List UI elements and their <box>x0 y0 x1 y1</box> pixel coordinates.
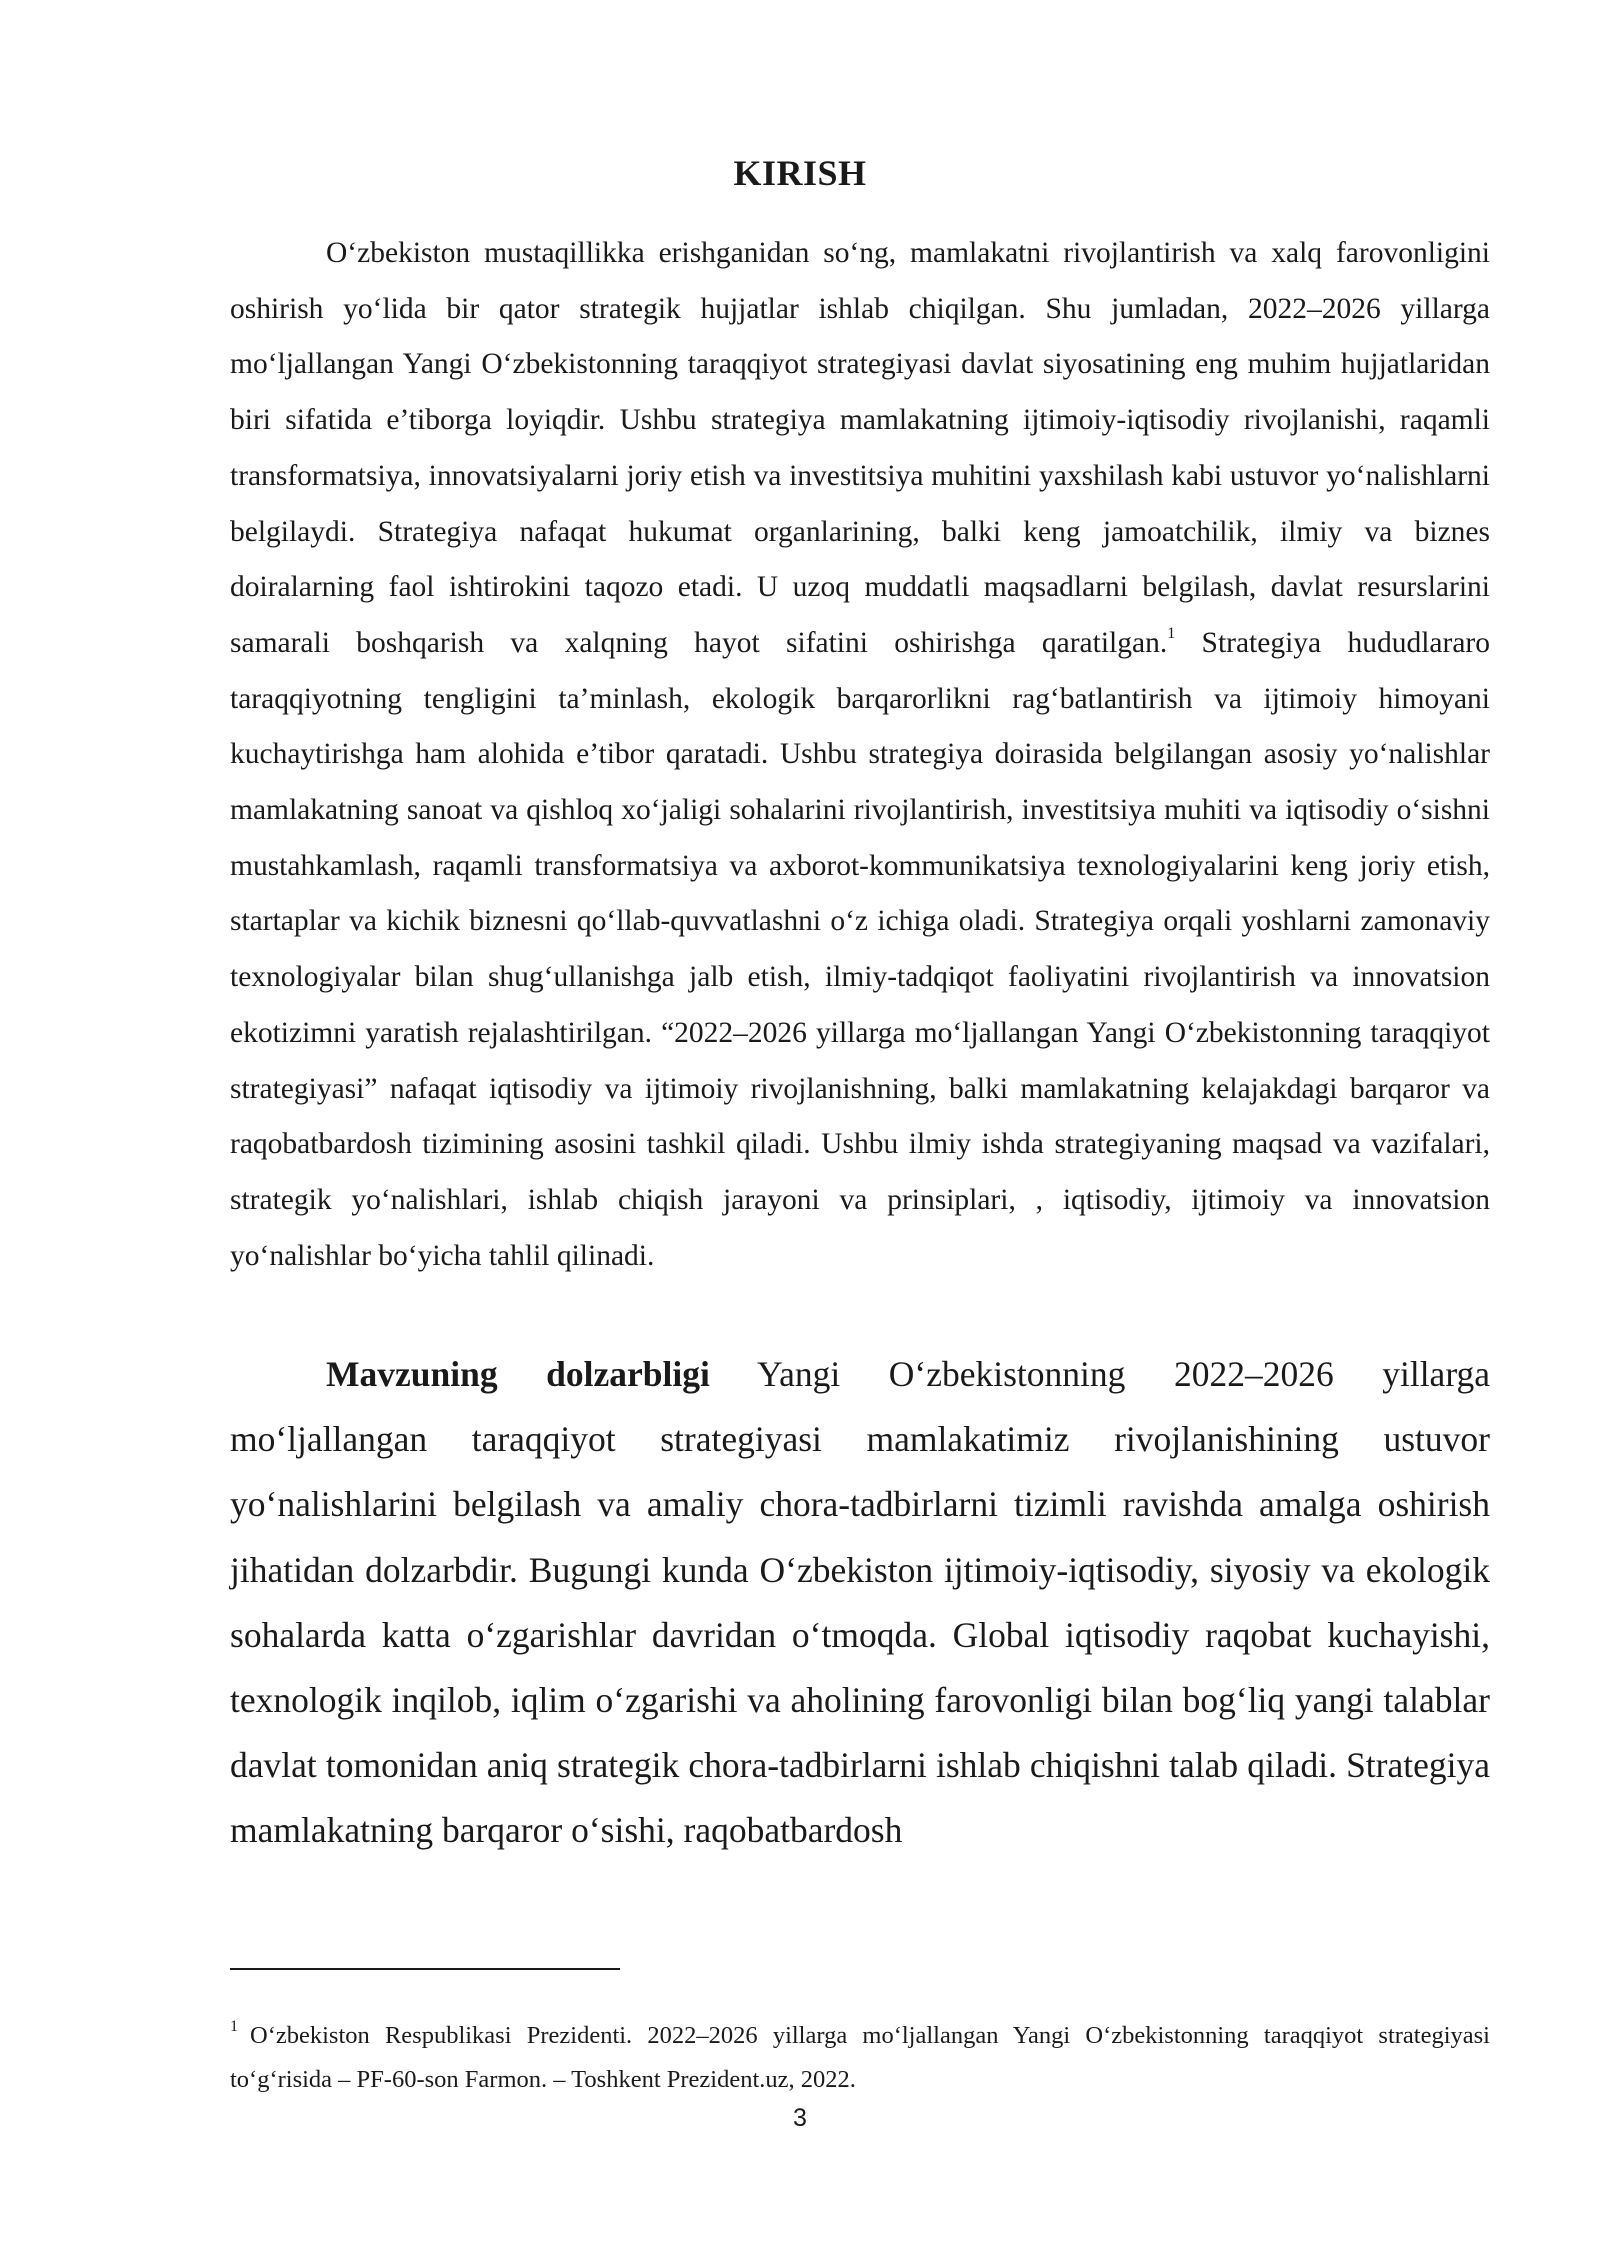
relevance-heading: Mavzuning dolzarbligi <box>326 1354 710 1394</box>
relevance-paragraph <box>230 1342 1490 1864</box>
footnote <box>230 2014 1490 2102</box>
page-title: KIRISH <box>733 153 867 193</box>
intro-text-after-note: Strategiya hududlararo taraqqiyotning tengligini ta’minlash, ekologik barqarorlikni rag‘batlantirish va ijtimoiy himoyani kuchaytirishga ham alohida e’tibor qaratadi. Ushbu strategiya doirasida belgilangan asosiy yo‘nalishlar mamlakatning sanoat va qishloq xo‘jaligi sohalarini rivojlantirish, investitsiya muhiti va iqtisodiy o‘sishni mustahkamlash, raqamli transformatsiya va axborot-kommunikatsiya texnologiyalarini keng joriy etish, startaplar va kichik biznesni qo‘llab-quvvatlashni o‘z ichiga oladi. Strategiya orqali yoshlarni zamonaviy texnologiyalar bilan shug‘ullanishga jalb etish, ilmiy-tadqiqot faoliyatini rivojlantirish va innovatsion ekotizimni yaratish rejalashtirilgan. “2022–2026 yillarga mo‘ljallangan Yangi O‘zbekistonning taraqqiyot strategiyasi” nafaqat iqtisodiy va ijtimoiy rivojlanishning, balki mamlakatning kelajakdagi barqaror va raqobatbardosh tizimining asosini tashkil qiladi. Ushbu ilmiy ishda strategiyaning maqsad va vazifalari, strategik yo‘nalishlari, ishlab chiqish jarayoni va prinsiplari, , iqtisodiy, ijtimoiy va innovatsion yo‘nalishlar bo‘yicha tahlil qilinadi. <box>230 626 1490 1272</box>
footnote-marker: 1 <box>230 2018 238 2035</box>
footnote-reference[interactable]: 1 <box>1167 624 1176 642</box>
intro-paragraph <box>230 226 1490 1284</box>
footnote-text: O‘zbekiston Respublikasi Prezidenti. 2022–2026 yillarga mo‘ljallangan Yangi O‘zbekistonning taraqqiyot strategiyasi to‘g‘risida – PF-60-son Farmon. – Toshkent Prezident.uz, 2022. <box>230 2022 1490 2093</box>
page-number: 3 <box>793 2104 807 2132</box>
relevance-text: Yangi O‘zbekistonning 2022–2026 yillarga mo‘ljallangan taraqqiyot strategiyasi mamlakatimiz rivojlanishining ustuvor yo‘nalishlarini belgilash va amaliy chora-tadbirlarni tizimli ravishda amalga oshirish jihatidan dolzarbdir. Bugungi kunda O‘zbekiston ijtimoiy-iqtisodiy, siyosiy va ekologik sohalarda katta o‘zgarishlar davridan o‘tmoqda. Global iqtisodiy raqobat kuchayishi, texnologik inqilob, iqlim o‘zgarishi va aholining farovonligi bilan bog‘liq yangi talablar davlat tomonidan aniq strategik chora-tadbirlarni ishlab chiqishni talab qiladi. Strategiya mamlakatning barqaror o‘sishi, raqobatbardosh <box>230 1354 1491 1851</box>
intro-text-before-note: O‘zbekiston mustaqillikka erishganidan so‘ng, mamlakatni rivojlantirish va xalq farovonligini oshirish yo‘lida bir qator strategik hujjatlar ishlab chiqilgan. Shu jumladan, 2022–2026 yillarga mo‘ljallangan Yangi O‘zbekistonning taraqqiyot strategiyasi davlat siyosatining eng muhim hujjatlaridan biri sifatida e’tiborga loyiqdir. Ushbu strategiya mamlakatning ijtimoiy-iqtisodiy rivojlanishi, raqamli transformatsiya, innovatsiyalarni joriy etish va investitsiya muhitini yaxshilash kabi ustuvor yo‘nalishlarni belgilaydi. Strategiya nafaqat hukumat organlarining, balki keng jamoatchilik, ilmiy va biznes doiralarning faol ishtirokini taqozo etadi. U uzoq muddatli maqsadlarni belgilash, davlat resurslarini samarali boshqarish va xalqning hayot sifatini oshirishga qaratilgan. <box>230 237 1490 659</box>
footnote-separator <box>230 1968 620 1970</box>
